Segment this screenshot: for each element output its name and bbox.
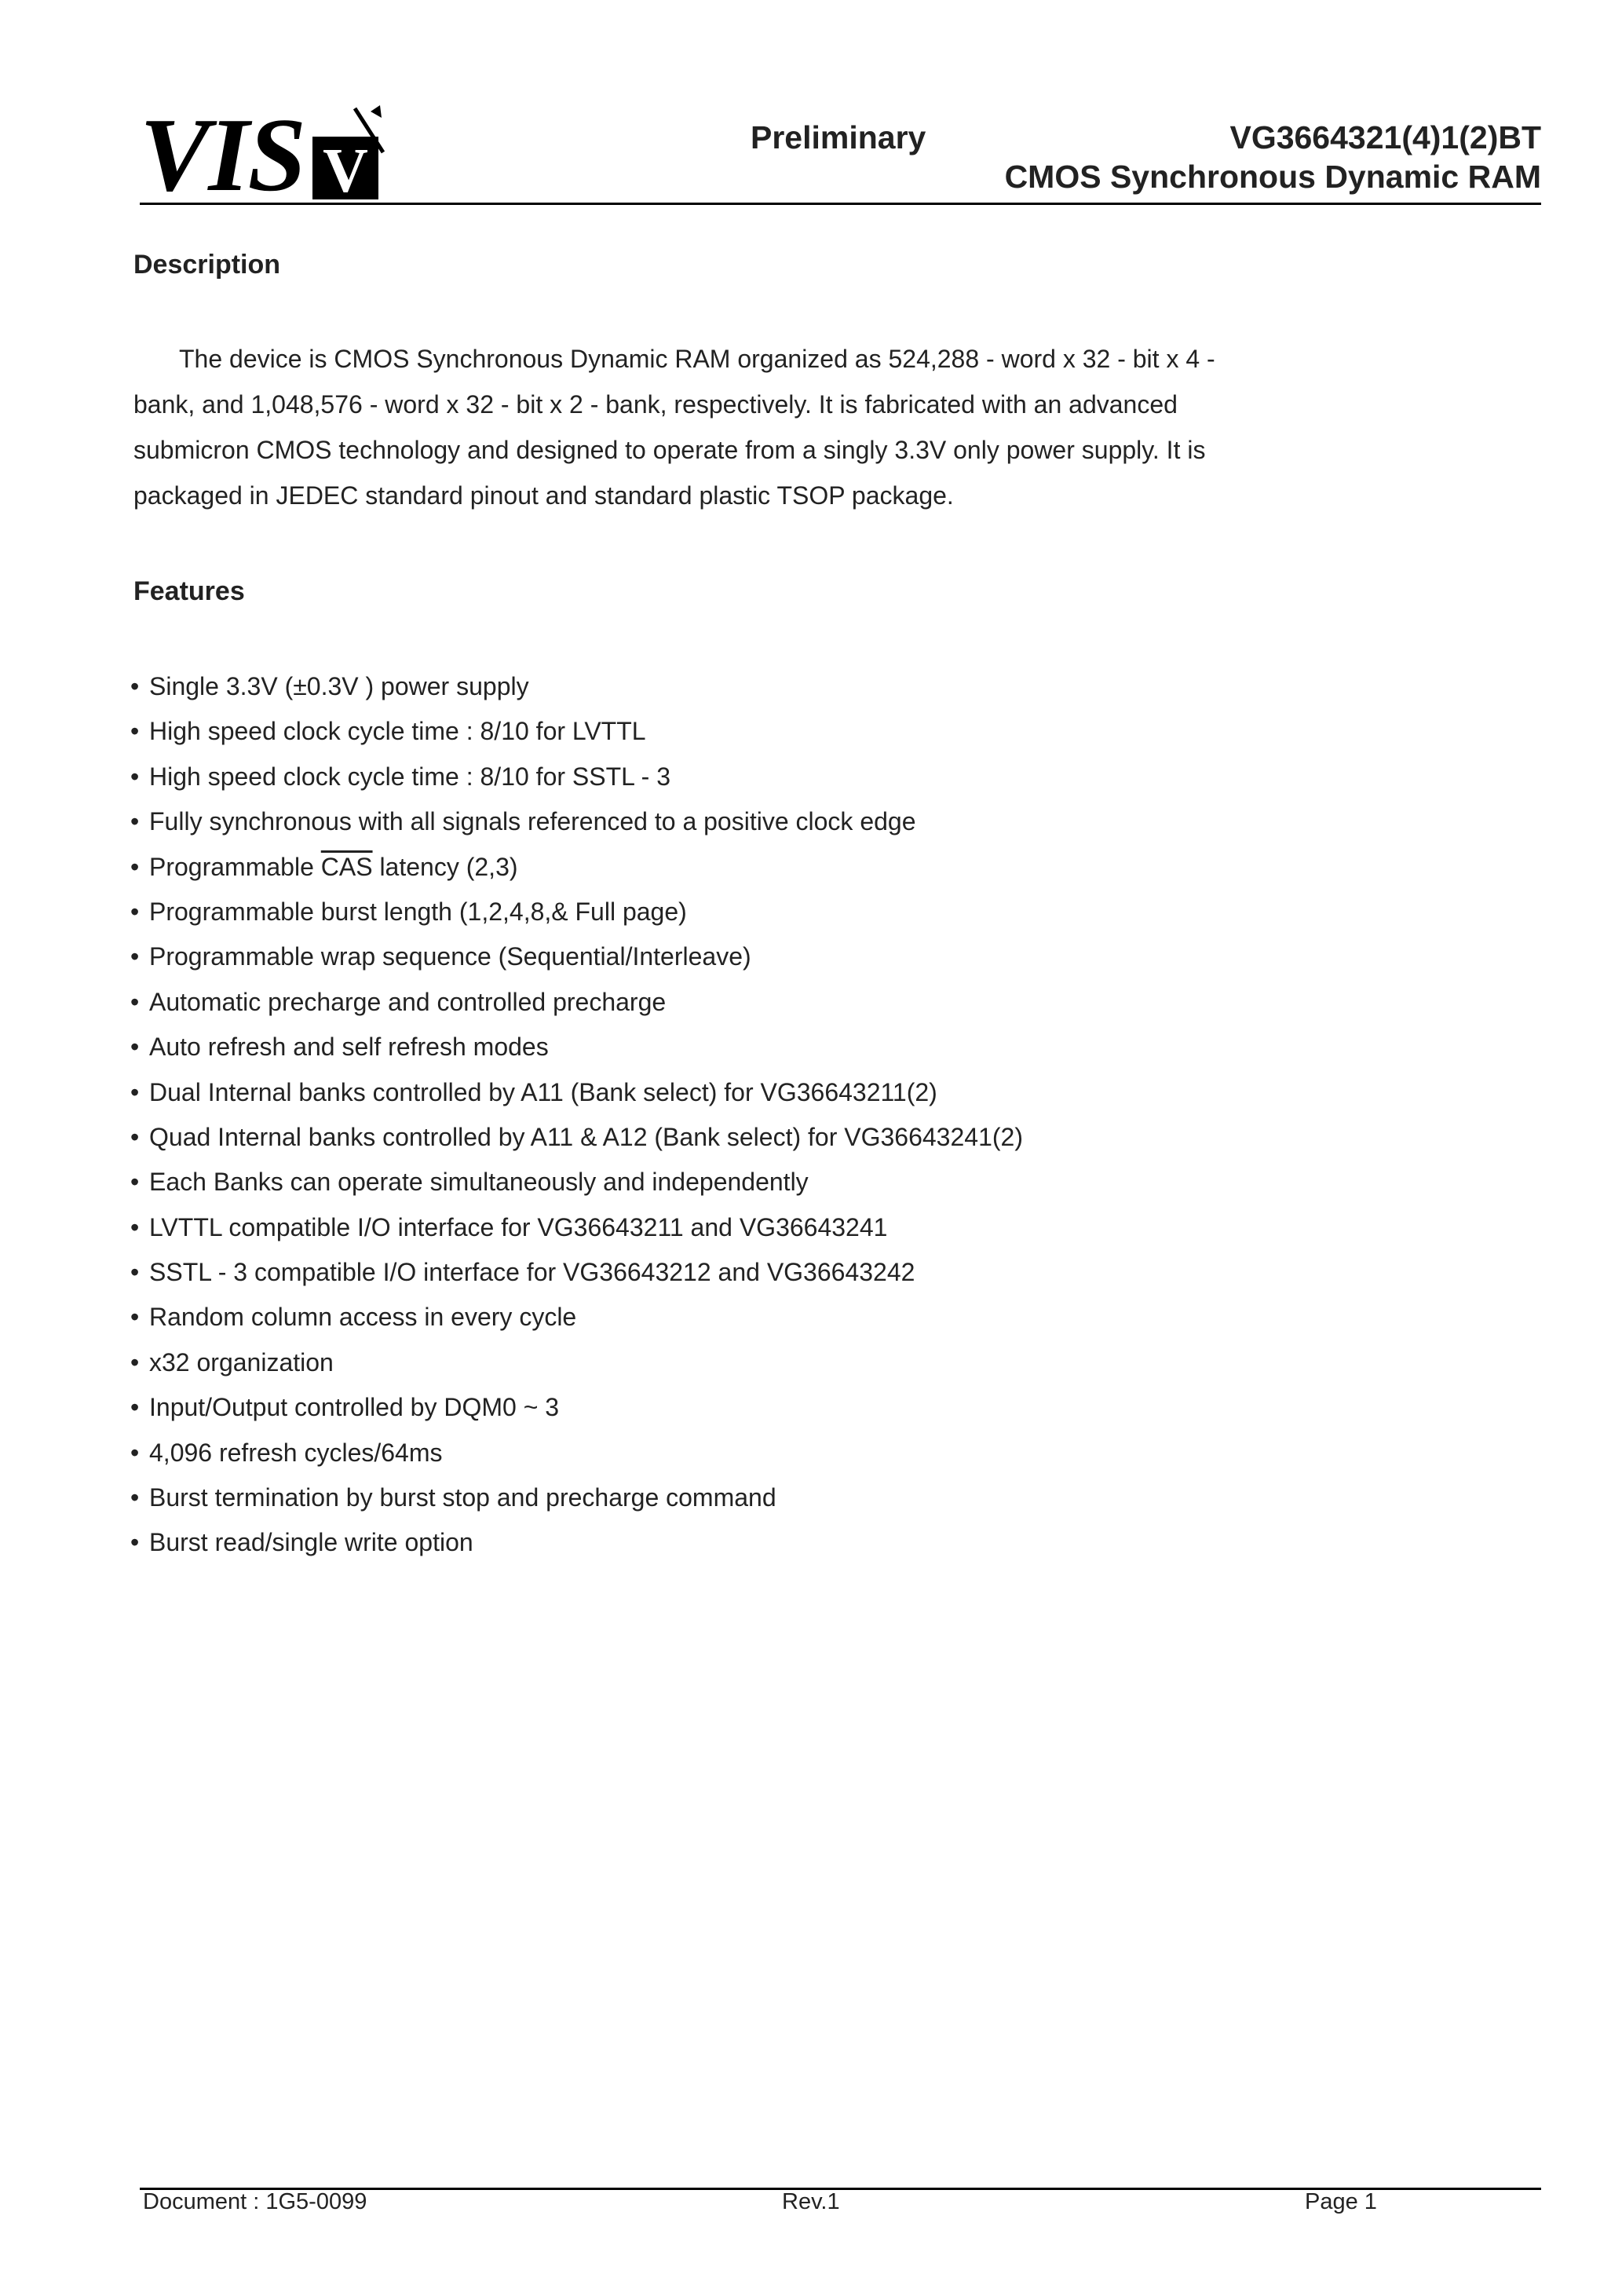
feature-item [130,1115,1023,1160]
feature-text: Programmable [149,852,321,881]
feature-text: x32 organization [149,1347,334,1377]
feature-text: Programmable burst length (1,2,4,8,& Full page) [149,897,687,926]
part-number: VG3664321(4)1(2)BT [1229,119,1541,155]
feature-text: Programmable wrap sequence (Sequential/Interleave) [149,942,751,971]
bullet-icon: • [130,807,140,836]
feature-text: Fully synchronous with all signals referenced to a positive clock edge [149,807,916,836]
feature-text: Dual Internal banks controlled by A11 (Bank select) for VG36643211(2) [149,1077,937,1106]
feature-text: Input/Output controlled by DQM0 ~ 3 [149,1393,560,1422]
bullet-icon: • [130,1393,140,1422]
footer-document-id: Document : 1G5-0099 [143,2189,367,2214]
bullet-icon: • [130,1212,140,1241]
feature-item [130,1431,1023,1475]
bullet-icon: • [130,1258,140,1287]
feature-item [130,1520,1023,1565]
feature-text: High speed clock cycle time : 8/10 for LVTTL [149,717,646,746]
bullet-icon: • [130,1528,140,1557]
feature-item [130,1340,1023,1385]
feature-text: LVTTL compatible I/O interface for VG36643211 and VG36643241 [149,1212,888,1241]
description-heading: Description [133,250,281,280]
company-logo [140,97,394,213]
bullet-icon: • [130,1122,140,1151]
bullet-icon: • [130,1077,140,1106]
feature-text: Single 3.3V (±0.3V ) power supply [149,672,529,700]
feature-text: Each Banks can operate simultaneously and independently [149,1168,809,1197]
feature-item [130,1385,1023,1430]
feature-text: Random column access in every cycle [149,1303,577,1332]
logo-text: VIS [140,97,305,213]
header-rule [140,203,1541,205]
bullet-icon: • [130,1168,140,1197]
feature-item [130,845,1023,890]
bullet-icon: • [130,1303,140,1332]
feature-item [130,1475,1023,1520]
footer-revision: Rev.1 [782,2189,840,2214]
feature-item [130,664,1023,709]
feature-text: High speed clock cycle time : 8/10 for SSTL - 3 [149,762,670,791]
feature-text: latency (2,3) [372,852,518,881]
feature-text: Burst read/single write option [149,1528,473,1557]
features-list [130,664,1023,1566]
document-status: Preliminary [751,119,926,155]
bullet-icon: • [130,762,140,791]
bullet-icon: • [130,897,140,926]
feature-text: Automatic precharge and controlled precharge [149,987,667,1016]
feature-text: Quad Internal banks controlled by A11 & A12 (Bank select) for VG36643241(2) [149,1122,1023,1151]
bullet-icon: • [130,987,140,1016]
product-description: CMOS Synchronous Dynamic RAM [1004,159,1541,195]
logo-mark-letter: V [323,137,368,203]
feature-item [130,799,1023,844]
feature-item [130,1160,1023,1205]
logo-mark-icon [308,105,394,203]
feature-text: SSTL - 3 compatible I/O interface for VG36643212 and VG36643242 [149,1258,915,1287]
feature-signal-name: $\overline{CAS}$ [320,852,373,881]
features-heading: Features [133,576,245,606]
feature-item [130,1205,1023,1250]
feature-item [130,709,1023,754]
feature-text: Auto refresh and self refresh modes [149,1033,549,1062]
feature-item [130,1025,1023,1069]
feature-item [130,1070,1023,1115]
feature-item [130,1295,1023,1340]
feature-item [130,755,1023,799]
bullet-icon: • [130,672,140,700]
feature-item [130,934,1023,979]
bullet-icon: • [130,942,140,971]
footer-page-number: Page 1 [1305,2189,1377,2214]
feature-text: Burst termination by burst stop and precharge command [149,1483,776,1512]
description-paragraph: The device is CMOS Synchronous Dynamic RAM organized as 524,288 - word x 32 - bit x 4 - bank, and 1,048,576 - word x 32 - bit x 2 - bank, respectively. It is fabricated with an advanced submicron CMOS technology and designed to operate from a singly 3.3V only power supply. It is packaged in JEDEC standard pinout and standard plastic TSOP package. [133,345,1215,510]
feature-item [130,980,1023,1025]
bullet-icon: • [130,1483,140,1512]
feature-item [130,1250,1023,1295]
bullet-icon: • [130,717,140,746]
bullet-icon: • [130,1438,140,1467]
bullet-icon: • [130,1033,140,1062]
bullet-icon: • [130,1347,140,1377]
bullet-icon: • [130,852,140,881]
feature-text: 4,096 refresh cycles/64ms [149,1438,443,1467]
feature-item [130,890,1023,934]
